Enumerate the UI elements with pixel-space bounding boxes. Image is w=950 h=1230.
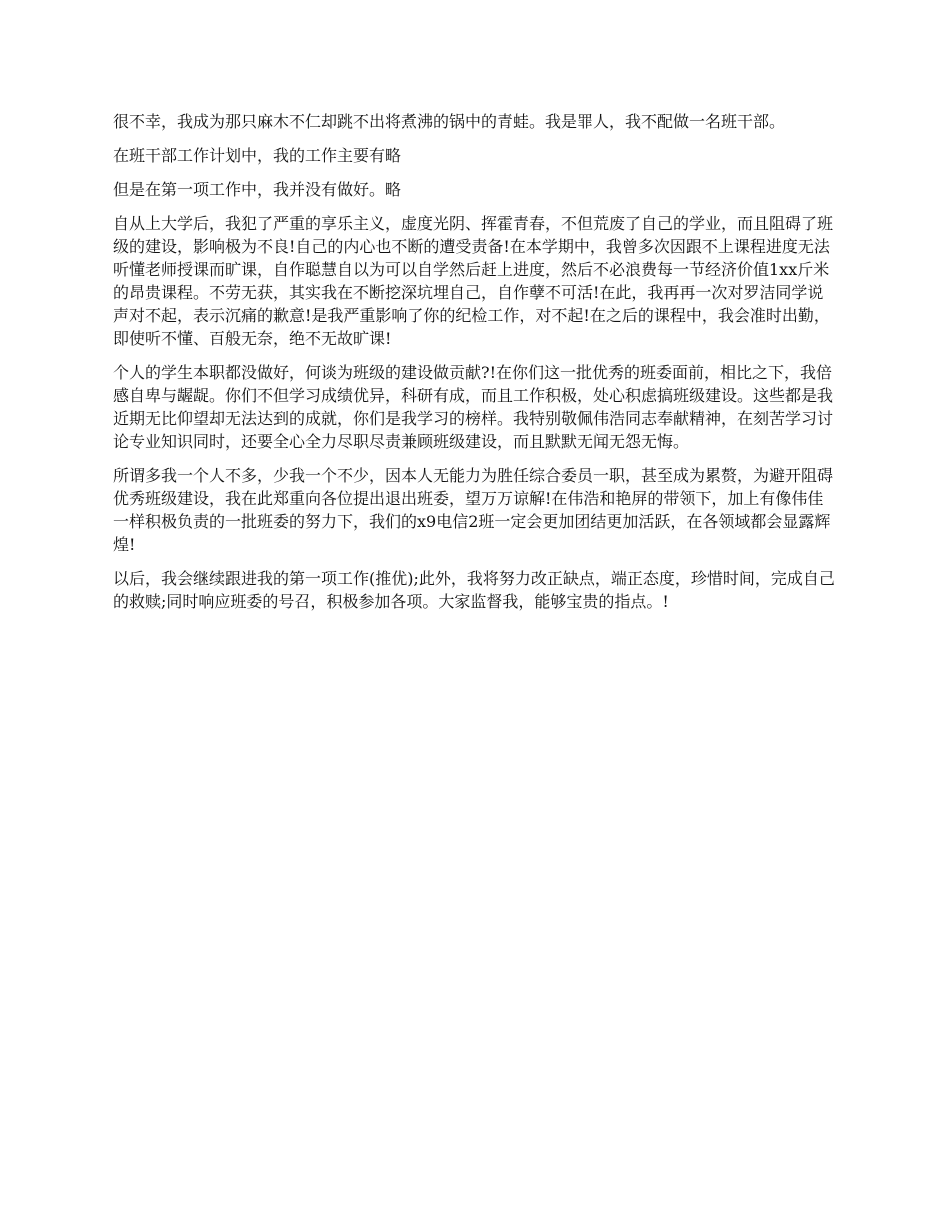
- paragraph-4: 自从上大学后，我犯了严重的享乐主义，虚度光阴、挥霍青春，不但荒废了自己的学业，而且阻碍了班级的建设，影响极为不良!自己的内心也不断的遭受责备!在本学期中，我曾多次因跟不上课程进度无法听懂老师授课而旷课，自作聪慧自以为可以自学然后赶上进度，然后不必浪费每一节经济价值1xx斤米的昂贵课程。不劳无获，其实我在不断挖深坑埋自己，自作孽不可活!在此，我再再一次对罗洁同学说声对不起，表示沉痛的歉意!是我严重影响了你的纪检工作，对不起!在之后的课程中，我会准时出勤，即使听不懂、百般无奈，绝不无故旷课!: [113, 214, 834, 348]
- document-body: [113, 110, 835, 624]
- paragraph-5: 个人的学生本职都没做好，何谈为班级的建设做贡献?!在你们这一批优秀的班委面前，相比之下，我倍感自卑与龌龊。你们不但学习成绩优异，科研有成，而且工作积极，处心积虑搞班级建设。这些都是我近期无比仰望却无法达到的成就，你们是我学习的榜样。我特别敬佩伟浩同志奉献精神，在刻苦学习讨论专业知识同时，还要全心全力尽职尽责兼顾班级建设，而且默默无闻无怨无悔。: [113, 363, 834, 451]
- paragraph-6: 所谓多我一个人不多，少我一个不少，因本人无能力为胜任综合委员一职，甚至成为累赘，为避开阻碍优秀班级建设，我在此郑重向各位提出退出班委，望万万谅解!在伟浩和艳屏的带领下，加上有像伟佳一样积极负责的一批班委的努力下，我们的x9电信2班一定会更加团结更加活跃，在各领域都会显露辉煌!: [113, 466, 834, 554]
- paragraph-7: 以后，我会继续跟进我的第一项工作(推优);此外，我将努力改正缺点，端正态度，珍惜时间，完成自己的救赎;同时响应班委的号召，积极参加各项。大家监督我，能够宝贵的指点。!: [113, 569, 835, 611]
- paragraph-3: 但是在第一项工作中，我并没有做好。略: [113, 180, 402, 199]
- paragraph-1: 很不幸，我成为那只麻木不仁却跳不出将煮沸的锅中的青蛙。我是罪人，我不配做一名班干部。: [113, 112, 786, 131]
- paragraph-2: 在班干部工作计划中，我的工作主要有略: [113, 146, 402, 165]
